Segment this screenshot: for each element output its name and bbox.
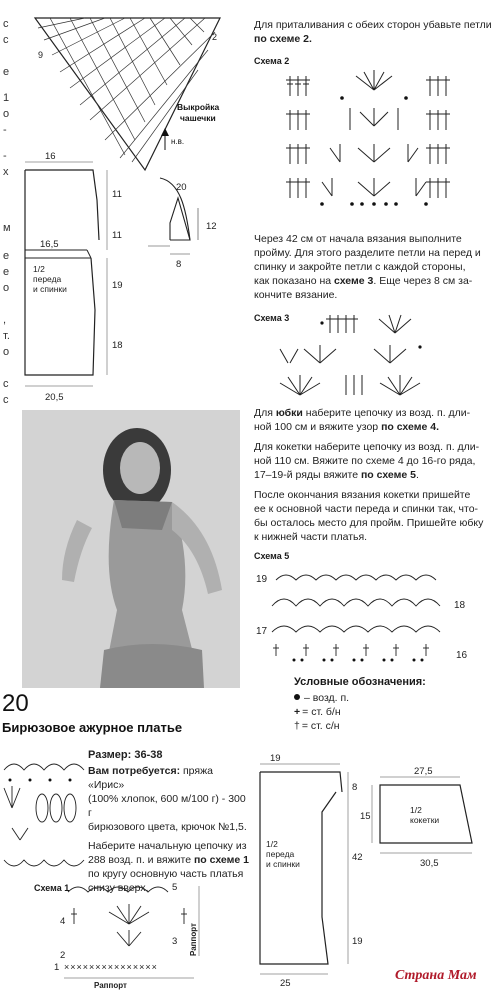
schema1-rapport-v: Раппорт bbox=[189, 923, 198, 956]
fb1-dim-16-5: 16,5 bbox=[40, 239, 59, 250]
cup-dim-left: 9 bbox=[38, 50, 44, 60]
mini-scheme-diagram bbox=[0, 748, 85, 873]
edge-fragment: с bbox=[3, 378, 9, 390]
edge-fragment: т. bbox=[3, 330, 10, 342]
fb1-dim-top: 16 bbox=[45, 151, 56, 162]
edge-fragment: е bbox=[3, 266, 10, 278]
skirt-line2-pre: ной 100 см и вяжите узор bbox=[254, 421, 382, 433]
intro-paragraph bbox=[254, 18, 494, 46]
article-number: 20 bbox=[2, 690, 29, 717]
fb1-label-line3: и спинки bbox=[33, 284, 67, 294]
fb2-label-line2: переда bbox=[266, 849, 295, 859]
front-back-pattern-1 bbox=[15, 150, 145, 410]
schema5-row16: 16 bbox=[456, 650, 468, 661]
armhole-line4-bold: схеме 3 bbox=[334, 275, 374, 287]
need-line1: пряжа «Ирис» bbox=[88, 765, 213, 791]
size-label: Размер: 36-38 bbox=[88, 749, 163, 761]
legend bbox=[294, 676, 494, 733]
schema1-row4: 4 bbox=[60, 916, 66, 927]
edge-fragment: 1 bbox=[3, 92, 10, 104]
start-line2: 288 возд. п. и вяжите bbox=[88, 854, 194, 866]
chain-stitch-icon bbox=[294, 694, 300, 700]
edge-fragment: о bbox=[3, 108, 10, 120]
armhole-paragraph bbox=[254, 232, 494, 302]
start-line4: снизу вверх. bbox=[88, 882, 149, 894]
schema5-diagram bbox=[254, 560, 484, 670]
fb1-dim-bottom: 20,5 bbox=[45, 392, 64, 403]
fb2-dim-42: 42 bbox=[352, 852, 363, 863]
fb2-dim-19: 19 bbox=[352, 936, 363, 947]
fb2-dim-bottom: 25 bbox=[280, 978, 291, 989]
edge-fragment: е bbox=[3, 250, 10, 262]
watermark-logo bbox=[395, 968, 477, 984]
small-dim-bottom: 8 bbox=[176, 259, 182, 270]
fb1-dim-11a: 11 bbox=[112, 189, 122, 200]
schema1-rapport-h: Раппорт bbox=[94, 981, 127, 990]
yoke-line2: ной 110 см. Вяжите по схеме 4 до 16-го ряда, bbox=[254, 455, 476, 467]
single-crochet-icon: + bbox=[294, 706, 301, 718]
armhole-line2: пройму. Для этого разделите петли на перед и bbox=[254, 247, 481, 259]
yoke-label-line2: кокетки bbox=[410, 815, 440, 825]
assembly-line4: к нижней части платья. bbox=[254, 531, 368, 543]
armhole-line4-post: . Еще через 8 см за- bbox=[373, 275, 473, 287]
edge-fragment: , bbox=[3, 314, 7, 326]
intro-line1: Для приталивания с обеих сторон убавьте петли bbox=[254, 19, 492, 31]
edge-fragment: о bbox=[3, 282, 10, 294]
legend-item3: = ст. с/н bbox=[301, 720, 340, 732]
start-line2-bold: по схеме 1 bbox=[193, 854, 249, 866]
armhole-line4: как показано на bbox=[254, 275, 335, 287]
edge-fragment: - bbox=[3, 124, 7, 136]
edge-fragment: м bbox=[3, 222, 11, 234]
assembly-line3: бы осталось место для пройм. Пришейте юбку bbox=[254, 517, 484, 529]
yoke-dim-bottom: 30,5 bbox=[420, 858, 439, 869]
yoke-line3-bold: по схеме 5 bbox=[360, 469, 416, 481]
assembly-line2: ее к основной части переда и спинки так, что- bbox=[254, 503, 479, 515]
legend-item2: = ст. б/н bbox=[302, 706, 341, 718]
skirt-line1-post: наберите цепочку из возд. п. дли- bbox=[302, 407, 471, 419]
legend-title: Условные обозначения: bbox=[294, 676, 426, 688]
yoke-line3-post: . bbox=[416, 469, 419, 481]
fb1-dim-11b: 11 bbox=[112, 230, 122, 241]
cup-dim-right: 2 bbox=[212, 32, 218, 42]
article-title: Бирюзовое ажурное платье bbox=[2, 720, 183, 735]
schema1-row2: 2 bbox=[60, 950, 66, 961]
fb1-label-line1: 1/2 bbox=[33, 264, 45, 274]
schema1-title: Схема 1 bbox=[34, 883, 70, 893]
schema5-row17: 17 bbox=[256, 626, 268, 637]
yoke-dim-top: 27,5 bbox=[414, 766, 433, 777]
need-line2: (100% хлопок, 600 м/100 г) - 300 г bbox=[88, 793, 246, 819]
yoke-line3-pre: 17–19-й ряды вяжите bbox=[254, 469, 361, 481]
schema3-diagram bbox=[270, 305, 470, 400]
schema5-row19: 19 bbox=[256, 574, 268, 585]
skirt-paragraph bbox=[254, 406, 494, 544]
edge-fragment: с bbox=[3, 34, 9, 46]
yoke-line1: Для кокетки наберите цепочку из возд. п. дли- bbox=[254, 441, 480, 453]
schema1-row5: 5 bbox=[172, 882, 178, 893]
skirt-line1-bold: юбки bbox=[275, 407, 303, 419]
armhole-line5: кончите вязание. bbox=[254, 289, 338, 301]
cup-label-line2: чашечки bbox=[180, 113, 216, 123]
schema1-row3: 3 bbox=[172, 936, 178, 947]
fb1-dim-18: 18 bbox=[112, 340, 123, 351]
schema1-row1: 1 bbox=[54, 962, 60, 973]
edge-fragment: е bbox=[3, 66, 10, 78]
cup-label-line1: Выкройка bbox=[177, 102, 220, 112]
model-photo bbox=[22, 410, 240, 688]
grain-label: н.в. bbox=[171, 137, 185, 146]
front-back-pattern-2 bbox=[250, 752, 370, 992]
start-line1: Наберите начальную цепочку из bbox=[88, 840, 247, 852]
edge-fragment: - bbox=[3, 150, 7, 162]
skirt-line1-pre: Для bbox=[254, 407, 276, 419]
watermark-text: Страна Мам bbox=[395, 968, 477, 983]
armhole-line3: спинку и закройте петли с каждой стороны, bbox=[254, 261, 466, 273]
yoke-dim-15: 15 bbox=[360, 811, 371, 822]
article-body bbox=[88, 748, 250, 895]
edge-fragment: х bbox=[3, 166, 9, 178]
armhole-line1: Через 42 см от начала вязания выполните bbox=[254, 233, 462, 245]
fb2-dim-top: 19 bbox=[270, 753, 281, 764]
start-line3: по кругу основную часть платья bbox=[88, 868, 244, 880]
assembly-line1: После окончания вязания кокетки пришейте bbox=[254, 489, 471, 501]
skirt-line2-bold: по схеме 4. bbox=[381, 421, 439, 433]
schema5-row18: 18 bbox=[454, 600, 466, 611]
legend-item1: – возд. п. bbox=[304, 692, 350, 704]
svg-text:×××××××××××××××: ××××××××××××××× bbox=[64, 962, 158, 972]
schema2-title: Схема 2 bbox=[254, 56, 290, 66]
yoke-label-line1: 1/2 bbox=[410, 805, 422, 815]
double-crochet-icon: † bbox=[294, 720, 300, 732]
edge-fragment: с bbox=[3, 394, 9, 406]
yoke-pattern bbox=[360, 765, 485, 875]
schema2-diagram bbox=[282, 58, 467, 228]
small-dim-top: 20 bbox=[176, 182, 187, 193]
need-label: Вам потребуется: bbox=[88, 765, 181, 777]
fb1-dim-19: 19 bbox=[112, 280, 123, 291]
fb1-label-line2: переда bbox=[33, 274, 62, 284]
small-piece-diagram bbox=[140, 168, 230, 278]
fb2-dim-8: 8 bbox=[352, 782, 358, 793]
edge-fragment: о bbox=[3, 346, 10, 358]
intro-line2-bold: по схеме 2. bbox=[254, 33, 312, 45]
schema3-title: Схема 3 bbox=[254, 313, 290, 323]
schema5-title: Схема 5 bbox=[254, 551, 290, 561]
edge-fragment: с bbox=[3, 18, 9, 30]
schema1-diagram bbox=[54, 878, 204, 990]
need-line3: бирюзового цвета, крючок №1,5. bbox=[88, 821, 247, 833]
small-dim-right: 12 bbox=[206, 221, 217, 232]
fb2-label-line3: и спинки bbox=[266, 859, 300, 869]
fb2-label-line1: 1/2 bbox=[266, 839, 278, 849]
